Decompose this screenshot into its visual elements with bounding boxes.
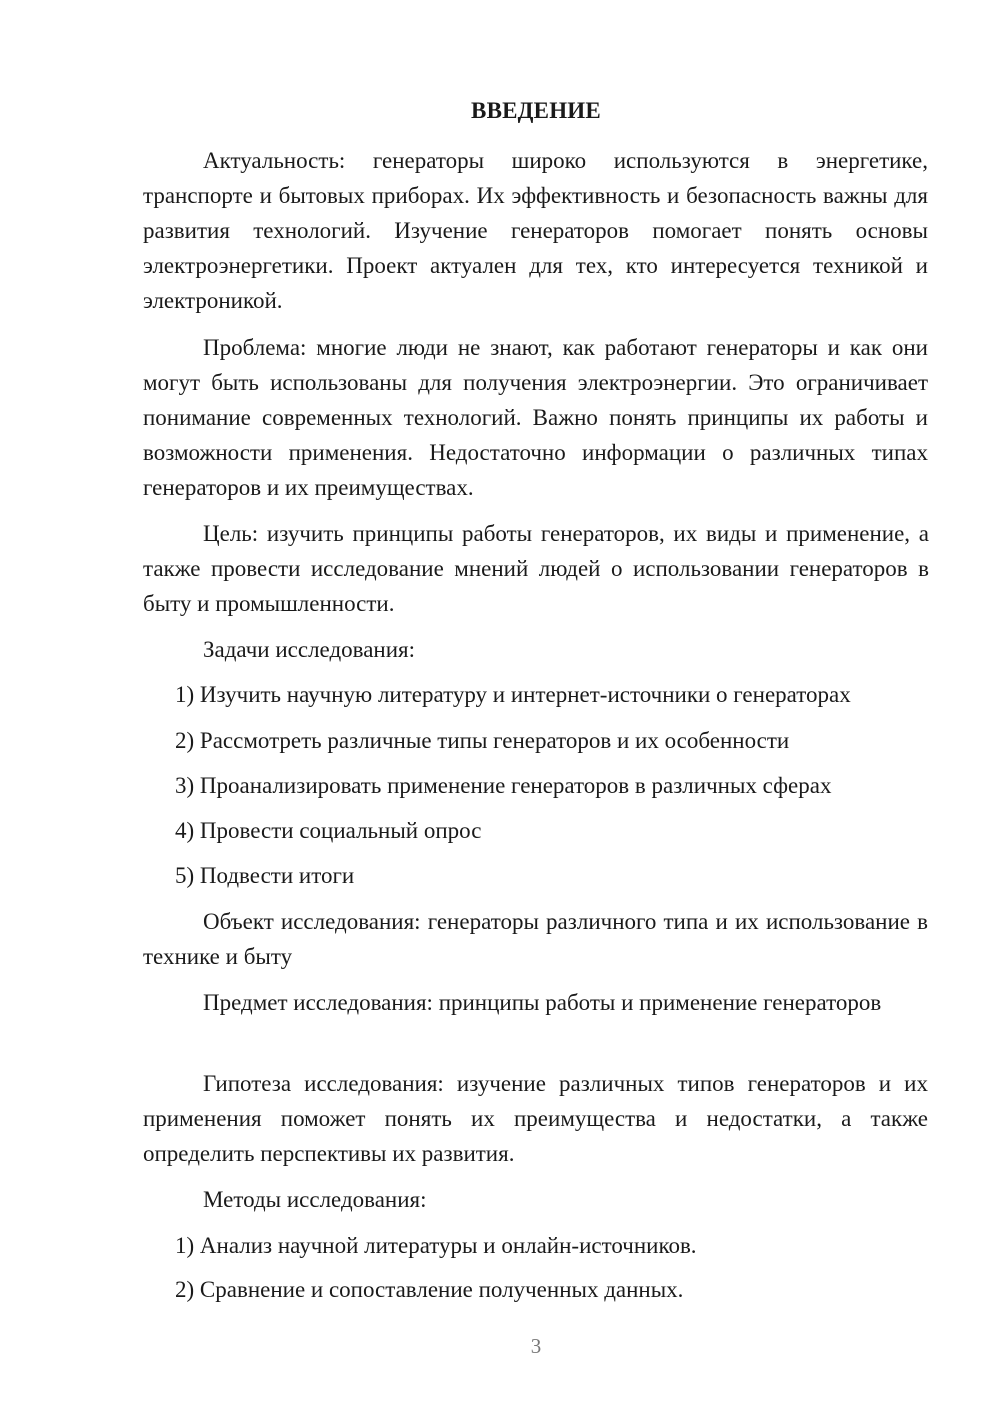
problem-paragraph: Проблема: многие люди не знают, как работают генераторы и как они могут быть использованы для получения электроэнергии. Это ограничивает понимание современных технологий. Важно понять принципы их работы и возможности применения. Недостаточно информации о различных типах генераторов и их преимуществах. [143, 335, 928, 500]
task-item: 5) Подвести итоги [175, 863, 355, 888]
object-paragraph: Объект исследования: генераторы различного типа и их использование в технике и быту [143, 909, 928, 969]
subject-paragraph: Предмет исследования: принципы работы и применение генераторов [203, 990, 882, 1015]
task-item: 3) Проанализировать применение генераторов в различных сферах [175, 773, 832, 798]
method-item: 2) Сравнение и сопоставление полученных данных. [175, 1277, 684, 1302]
task-item: 2) Рассмотреть различные типы генераторов и их особенности [175, 728, 790, 753]
goal-paragraph: Цель: изучить принципы работы генераторов, их виды и применение, а также провести исследование мнений людей о использовании генераторов в быту и промышленности. [143, 521, 929, 616]
method-item: 1) Анализ научной литературы и онлайн-источников. [175, 1233, 697, 1258]
relevance-paragraph: Актуальность: генераторы широко используются в энергетике, транспорте и бытовых приборах. Их эффективность и безопасность важны для развития технологий. Изучение генераторов помогает понять основы электроэнергетики. Проект актуален для тех, кто интересуется техникой и электроникой. [143, 148, 928, 313]
task-item: 4) Провести социальный опрос [175, 818, 482, 843]
section-title: ВВЕДЕНИЕ [471, 98, 601, 123]
methods-heading: Методы исследования: [203, 1187, 427, 1212]
page-number: 3 [530, 1334, 542, 1358]
hypothesis-paragraph: Гипотеза исследования: изучение различных типов генераторов и их применения поможет понять их преимущества и недостатки, а также определить перспективы их развития. [143, 1071, 928, 1166]
tasks-heading: Задачи исследования: [203, 637, 416, 662]
task-item: 1) Изучить научную литературу и интернет-источники о генераторах [175, 682, 851, 707]
